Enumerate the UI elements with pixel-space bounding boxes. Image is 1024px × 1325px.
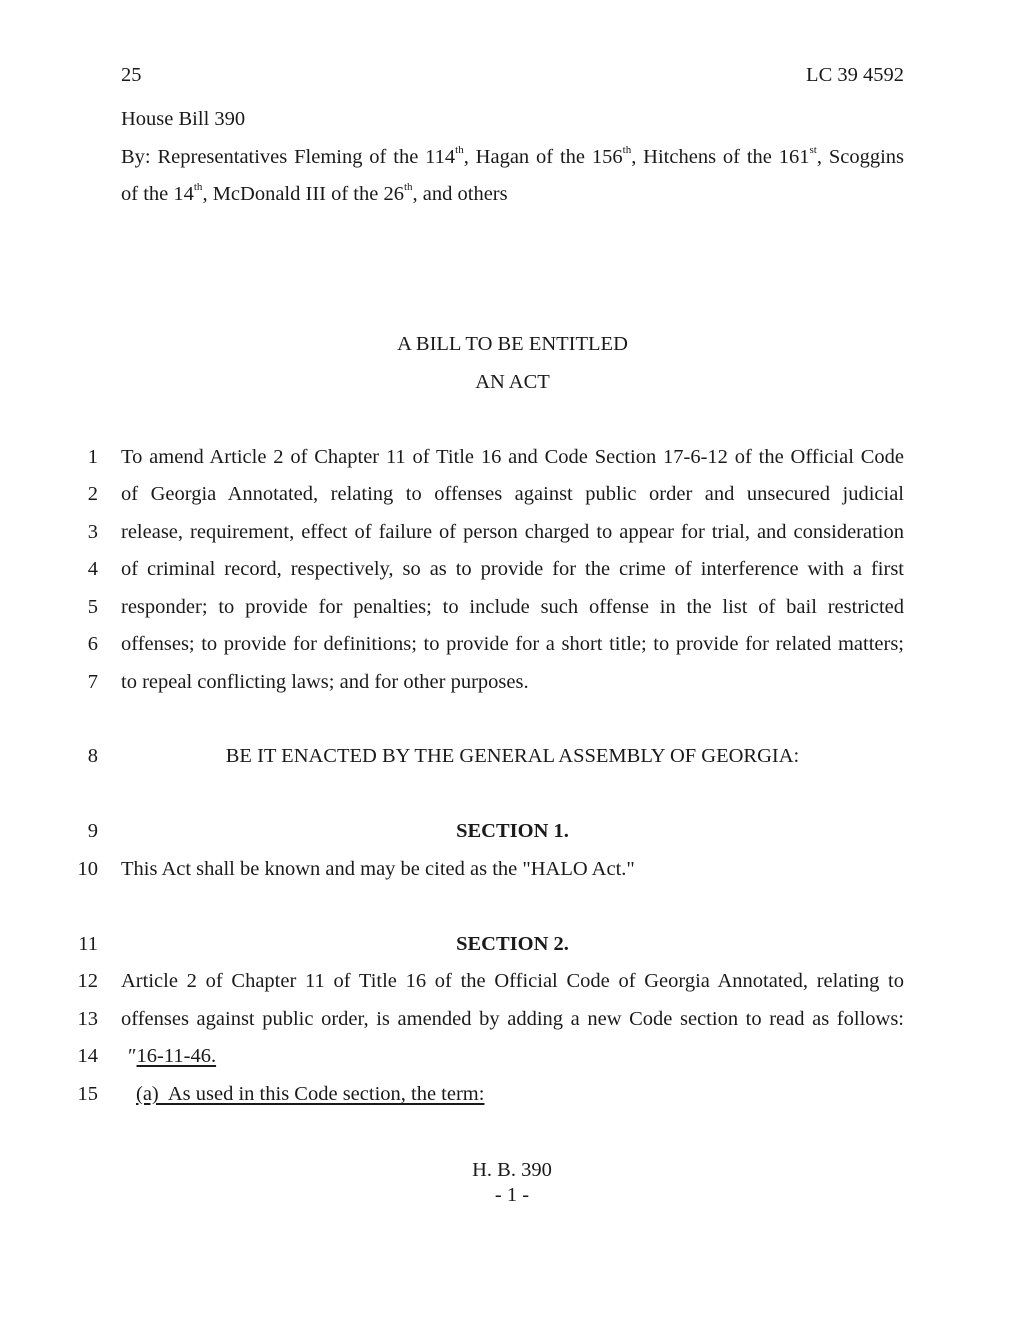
- footer-bill-ref: H. B. 390: [472, 1159, 552, 1181]
- section-1-heading: SECTION 1.: [456, 820, 569, 842]
- line-number: 15: [77, 1083, 98, 1105]
- line-number: 8: [87, 745, 98, 767]
- section-2-heading: SECTION 2.: [456, 933, 569, 955]
- bill-heading: A BILL TO BE ENTITLED: [397, 333, 628, 355]
- line-number: 3: [87, 521, 98, 543]
- code-section-label: 16-11-46.: [136, 1045, 217, 1067]
- line-number: 1: [87, 446, 98, 468]
- session-number: 25: [121, 64, 142, 86]
- line-text: of criminal record, respectively, so as to provide for the crime of interference with a first: [121, 558, 904, 580]
- line-number: 14: [77, 1045, 98, 1067]
- line-text: To amend Article 2 of Chapter 11 of Title 16 and Code Section 17-6-12 of the Official Code: [121, 446, 904, 468]
- code-section-number: [128, 1045, 911, 1068]
- line-number: 10: [77, 858, 98, 880]
- footer-page-number: - 1 -: [494, 1184, 530, 1206]
- line-text: Article 2 of Chapter 11 of Title 16 of the Official Code of Georgia Annotated, relating to: [121, 970, 904, 992]
- line-number: 13: [77, 1008, 98, 1030]
- enacting-clause: BE IT ENACTED BY THE GENERAL ASSEMBLY OF GEORGIA:: [225, 745, 800, 767]
- line-number: 11: [78, 933, 98, 955]
- line-number: 4: [87, 558, 98, 580]
- line-number: 5: [87, 596, 98, 618]
- bill-title: House Bill 390: [121, 108, 246, 130]
- lc-code: LC 39 4592: [806, 64, 904, 86]
- line-number: 7: [87, 671, 98, 693]
- line-text: (a) As used in this Code section, the term:: [136, 1083, 485, 1105]
- line-text: to repeal conflicting laws; and for other purposes.: [121, 671, 529, 693]
- line-number: 2: [87, 483, 98, 505]
- line-text: This Act shall be known and may be cited as the "HALO Act.": [121, 858, 635, 880]
- act-heading: AN ACT: [475, 371, 550, 393]
- line-number: 6: [87, 633, 98, 655]
- line-text: offenses; to provide for definitions; to provide for a short title; to provide for related matters;: [121, 633, 904, 655]
- line-number: 9: [87, 820, 98, 842]
- open-quote: ″: [128, 1045, 137, 1067]
- line-text: responder; to provide for penalties; to include such offense in the list of bail restricted: [121, 596, 904, 618]
- line-text: release, requirement, effect of failure of person charged to appear for trial, and consideration: [121, 521, 904, 543]
- sponsors-line-2: of the 14th, McDonald III of the 26th, and others: [121, 181, 508, 205]
- line-number: 12: [77, 970, 98, 992]
- line-text: offenses against public order, is amended by adding a new Code section to read as follows:: [121, 1008, 904, 1030]
- sponsors-line-1: By: Representatives Fleming of the 114th, Hagan of the 156th, Hitchens of the 161st, Scoggins: [121, 144, 904, 168]
- line-text: of Georgia Annotated, relating to offenses against public order and unsecured judicial: [121, 483, 904, 505]
